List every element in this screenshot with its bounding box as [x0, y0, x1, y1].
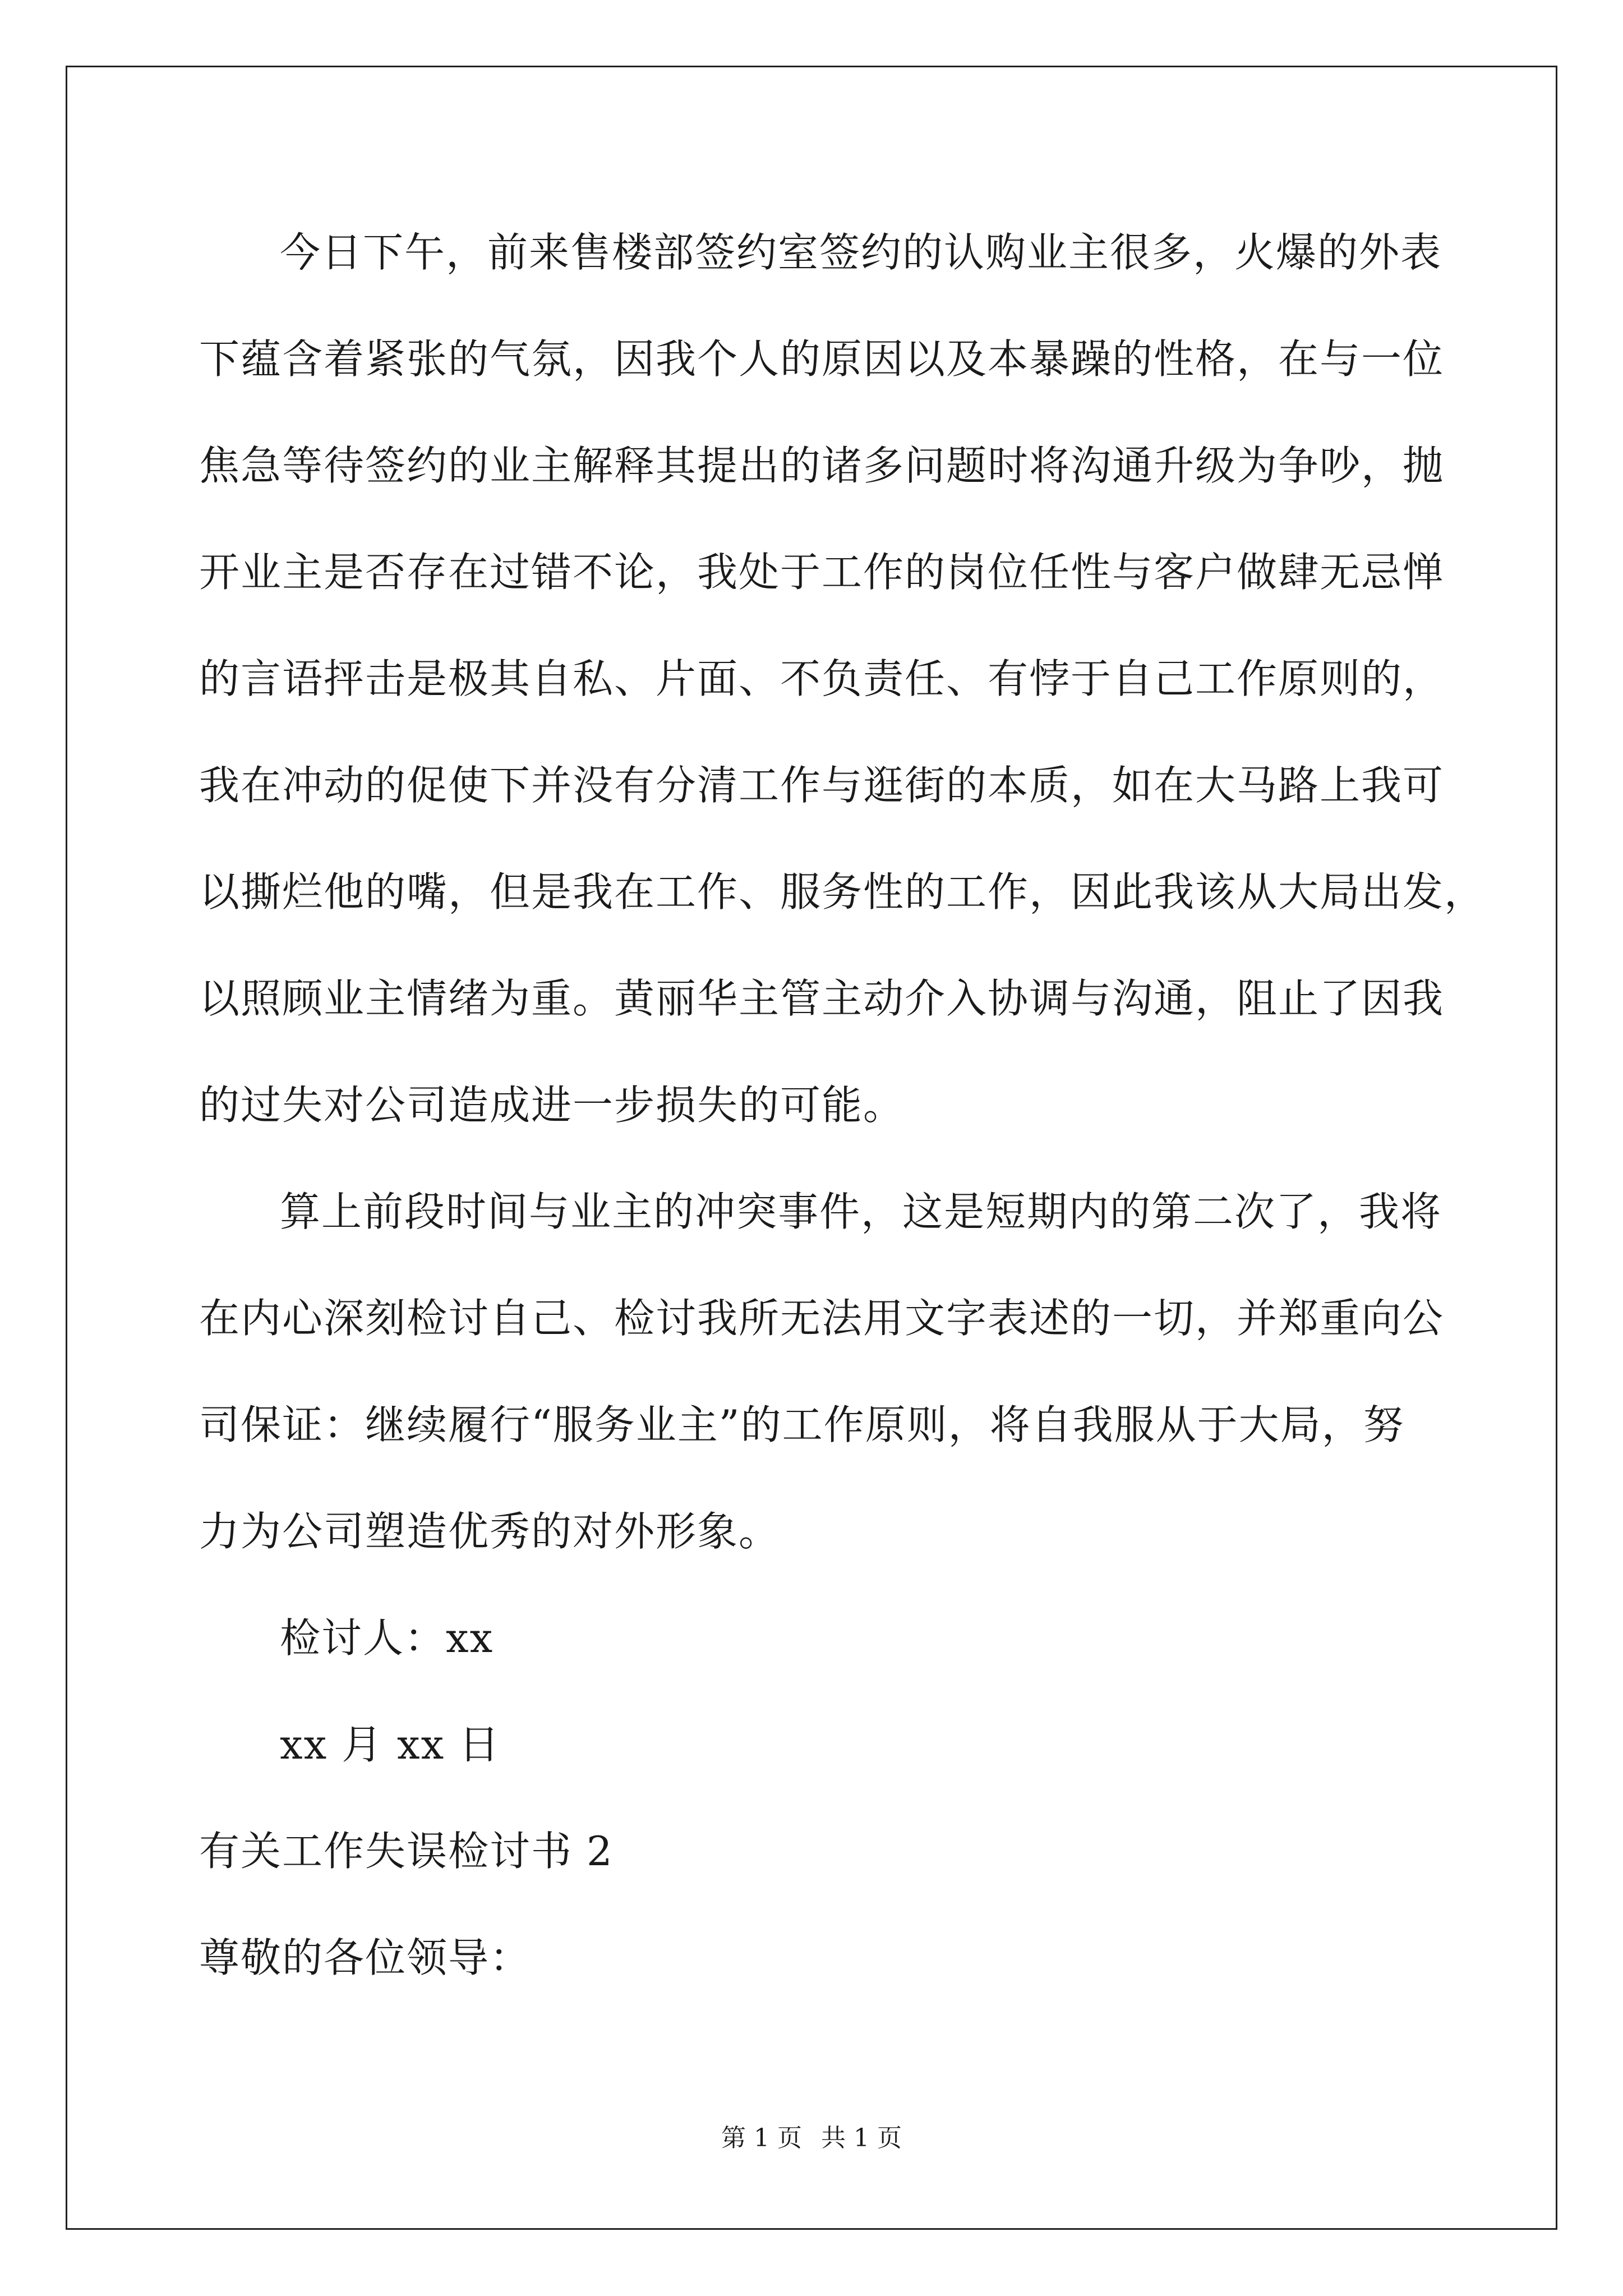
paragraph-1-line-3: 焦急等待签约的业主解释其提出的诸多问题时将沟通升级为争吵，抛 [199, 442, 1445, 489]
paragraph-1-line-9: 的过失对公司造成进一步损失的可能。 [199, 1082, 905, 1129]
paragraph-1-line-5: 的言语抨击是极其自私、片面、不负责任、有悖于自己工作原则的， [199, 655, 1445, 702]
paragraph-2-line-2: 在内心深刻检讨自己、检讨我所无法用文字表述的一切，并郑重向公 [199, 1295, 1445, 1342]
paragraph-2-line-3: 司保证：继续履行“服务业主”的工作原则，将自我服从于大局，努 [199, 1401, 1405, 1448]
paragraph-1-line-7: 以撕烂他的嘴，但是我在工作、服务性的工作，因此我该从大局出发， [199, 868, 1486, 915]
signature-date: xx 月 xx 日 [280, 1721, 501, 1768]
paragraph-1-line-4: 开业主是否存在过错不论，我处于工作的岗位任性与客户做肆无忌惮 [199, 549, 1445, 596]
section-title: 有关工作失误检讨书 2 [199, 1828, 614, 1875]
salutation: 尊敬的各位领导： [199, 1934, 532, 1981]
page-border [66, 66, 1557, 2230]
paragraph-2-line-1: 算上前段时间与业主的冲突事件，这是短期内的第二次了，我将 [280, 1188, 1442, 1235]
total-pages: 共 1 页 [821, 2124, 902, 2152]
paragraph-1-line-8: 以照顾业主情绪为重。黄丽华主管主动介入协调与沟通，阻止了因我 [199, 975, 1445, 1022]
paragraph-2-line-4: 力为公司塑造优秀的对外形象。 [199, 1508, 781, 1555]
paragraph-1-line-6: 我在冲动的促使下并没有分清工作与逛街的本质，如在大马路上我可 [199, 762, 1445, 809]
paragraph-1-line-2: 下蕴含着紧张的气氛，因我个人的原因以及本暴躁的性格，在与一位 [199, 335, 1445, 383]
paragraph-1-line-1: 今日下午，前来售楼部签约室签约的认购业主很多，火爆的外表 [280, 229, 1442, 276]
page-footer [0, 2122, 1623, 2155]
page-number: 第 1 页 [721, 2124, 802, 2152]
reviewer-signature: 检讨人：xx [280, 1614, 494, 1662]
